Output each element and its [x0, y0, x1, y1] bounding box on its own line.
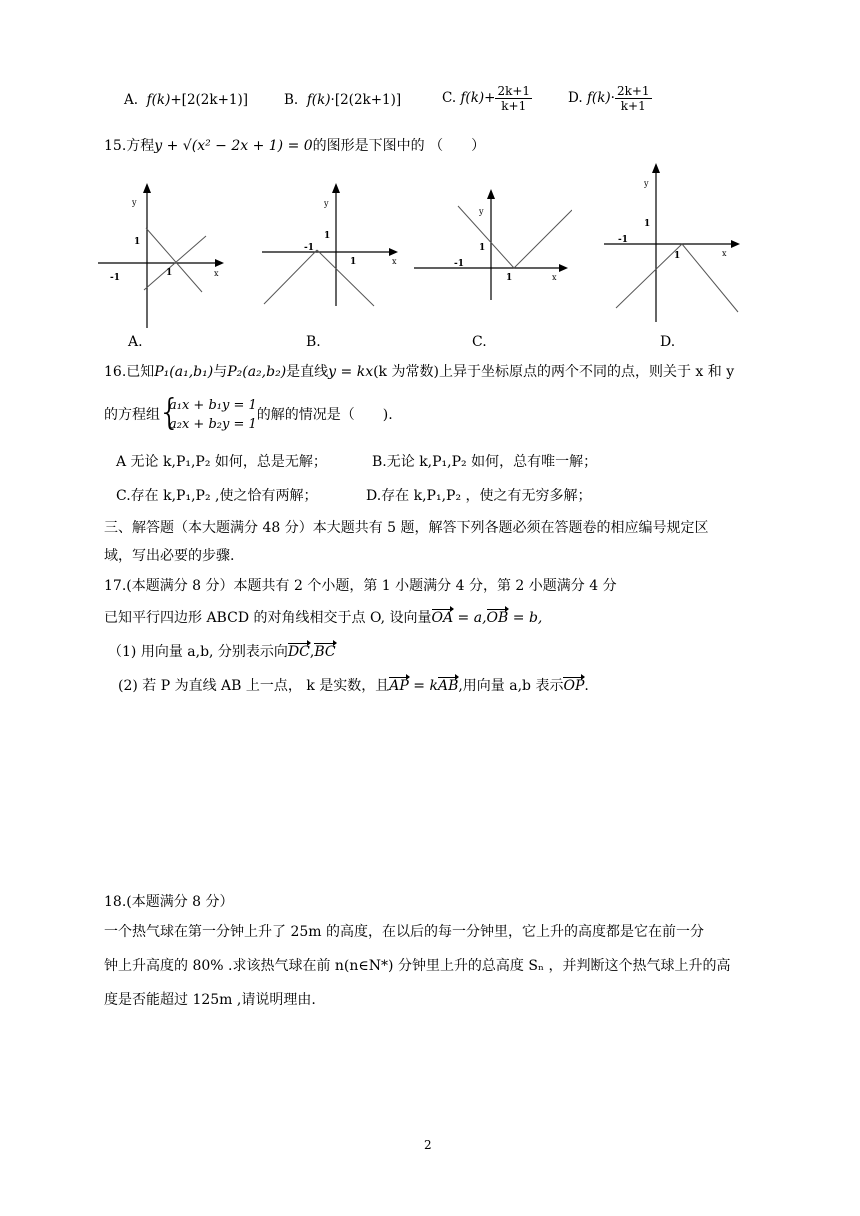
graph-a-one-x: 1	[166, 268, 173, 278]
graph-c-one-x: 1	[506, 273, 513, 283]
section3-intro-line2: 域，写出必要的步骤.	[104, 548, 235, 564]
graph-d-one-y: 1	[644, 219, 651, 229]
q15-stem: 15.方程y + √(x² − 2x + 1) = 0的图形是下图中的 （ ）	[104, 138, 486, 154]
graph-d-caption: D.	[660, 334, 676, 350]
q17-part2: (2) 若 P 为直线 AB 上一点， k 是实数，且AP = kAB,用向量 a,b 表示OP.	[118, 678, 589, 694]
q17-heading: 17.(本题满分 8 分）本题共有 2 个小题，第 1 小题满分 4 分，第 2 小题满分 4 分	[104, 578, 617, 594]
graph-b-one-y: 1	[324, 231, 331, 241]
q14-option-d: D. f(k)· $\frac{2k+1}{k+1}$	[568, 84, 650, 113]
q18-line3: 度是否能超过 125m ,请说明理由.	[104, 992, 316, 1008]
graph-c-one-y: 1	[479, 243, 486, 253]
q16-option-a: A 无论 k,P₁,P₂ 如何，总是无解；	[116, 454, 327, 470]
graph-b-neg-one: -1	[304, 243, 314, 253]
graph-c	[412, 186, 572, 310]
graph-a-neg-one: -1	[110, 273, 120, 283]
graph-d-neg-one: -1	[618, 235, 628, 245]
graph-a-y-label: y	[132, 198, 137, 207]
q18-line2: 钟上升高度的 80% .求该热气球在前 n(n∈N*) 分钟里上升的总高度 Sₙ ，并判断这个热气球上升的高	[104, 958, 731, 974]
graph-d-y-label: y	[644, 179, 649, 188]
graph-b-one-x: 1	[350, 257, 357, 267]
graph-a	[98, 180, 228, 330]
graph-a-one-y: 1	[134, 237, 141, 247]
graph-d-one-x: 1	[674, 251, 681, 261]
graph-b-y-label: y	[324, 199, 329, 208]
graph-c-neg-one: -1	[454, 259, 464, 269]
q14-option-c: C. f(k)+ $\frac{2k+1}{k+1}$	[442, 84, 531, 113]
graph-c-y-label: y	[479, 207, 484, 216]
q18-line1: 一个热气球在第一分钟上升了 25m 的高度，在以后的每一分钟里，它上升的高度都是它在前一分	[104, 924, 704, 940]
q16-stem-line1: 16.已知P₁(a₁,b₁)与P₂(a₂,b₂)是直线y = kx(k 为常数)上异于坐标原点的两个不同的点，则关于 x 和 y	[104, 364, 735, 380]
q14-option-b: B. f(k)·[2(2k+1)]	[284, 92, 402, 108]
equation-system: { a₁x + b₁y = 1 a₂x + b₂y = 1	[160, 396, 257, 434]
section3-intro-line1: 三、解答题（本大题满分 48 分）本大题共有 5 题，解答下列各题必须在答题卷的相应编号规定区	[104, 520, 709, 536]
q17-part1: （1) 用向量 a,b, 分别表示向DC,BC	[108, 644, 336, 660]
graph-b	[262, 180, 402, 310]
q16-stem-line2: 的方程组 { a₁x + b₁y = 1 a₂x + b₂y = 1 的解的情况是（ ).	[104, 396, 393, 434]
page-number: 2	[424, 1138, 432, 1152]
graph-b-caption: B.	[306, 334, 321, 350]
graph-c-caption: C.	[472, 334, 487, 350]
graph-d	[604, 160, 744, 324]
q18-heading: 18.(本题满分 8 分）	[104, 894, 234, 910]
graph-a-caption: A.	[128, 334, 143, 350]
graph-c-x-label: x	[552, 273, 557, 282]
graph-d-x-label: x	[722, 249, 727, 258]
graph-a-x-label: x	[214, 269, 219, 278]
q17-given: 已知平行四边形 ABCD 的对角线相交于点 O, 设向量OA = a,OB = b,	[104, 610, 543, 626]
q16-option-d: D.存在 k,P₁,P₂ ，使之有无穷多解；	[366, 488, 592, 504]
q16-option-c: C.存在 k,P₁,P₂ ,使之恰有两解；	[116, 488, 318, 504]
q14-option-a: A. f(k)+[2(2k+1)]	[124, 92, 248, 108]
graph-b-x-label: x	[392, 257, 397, 266]
q16-option-b: B.无论 k,P₁,P₂ 如何，总有唯一解；	[372, 454, 598, 470]
